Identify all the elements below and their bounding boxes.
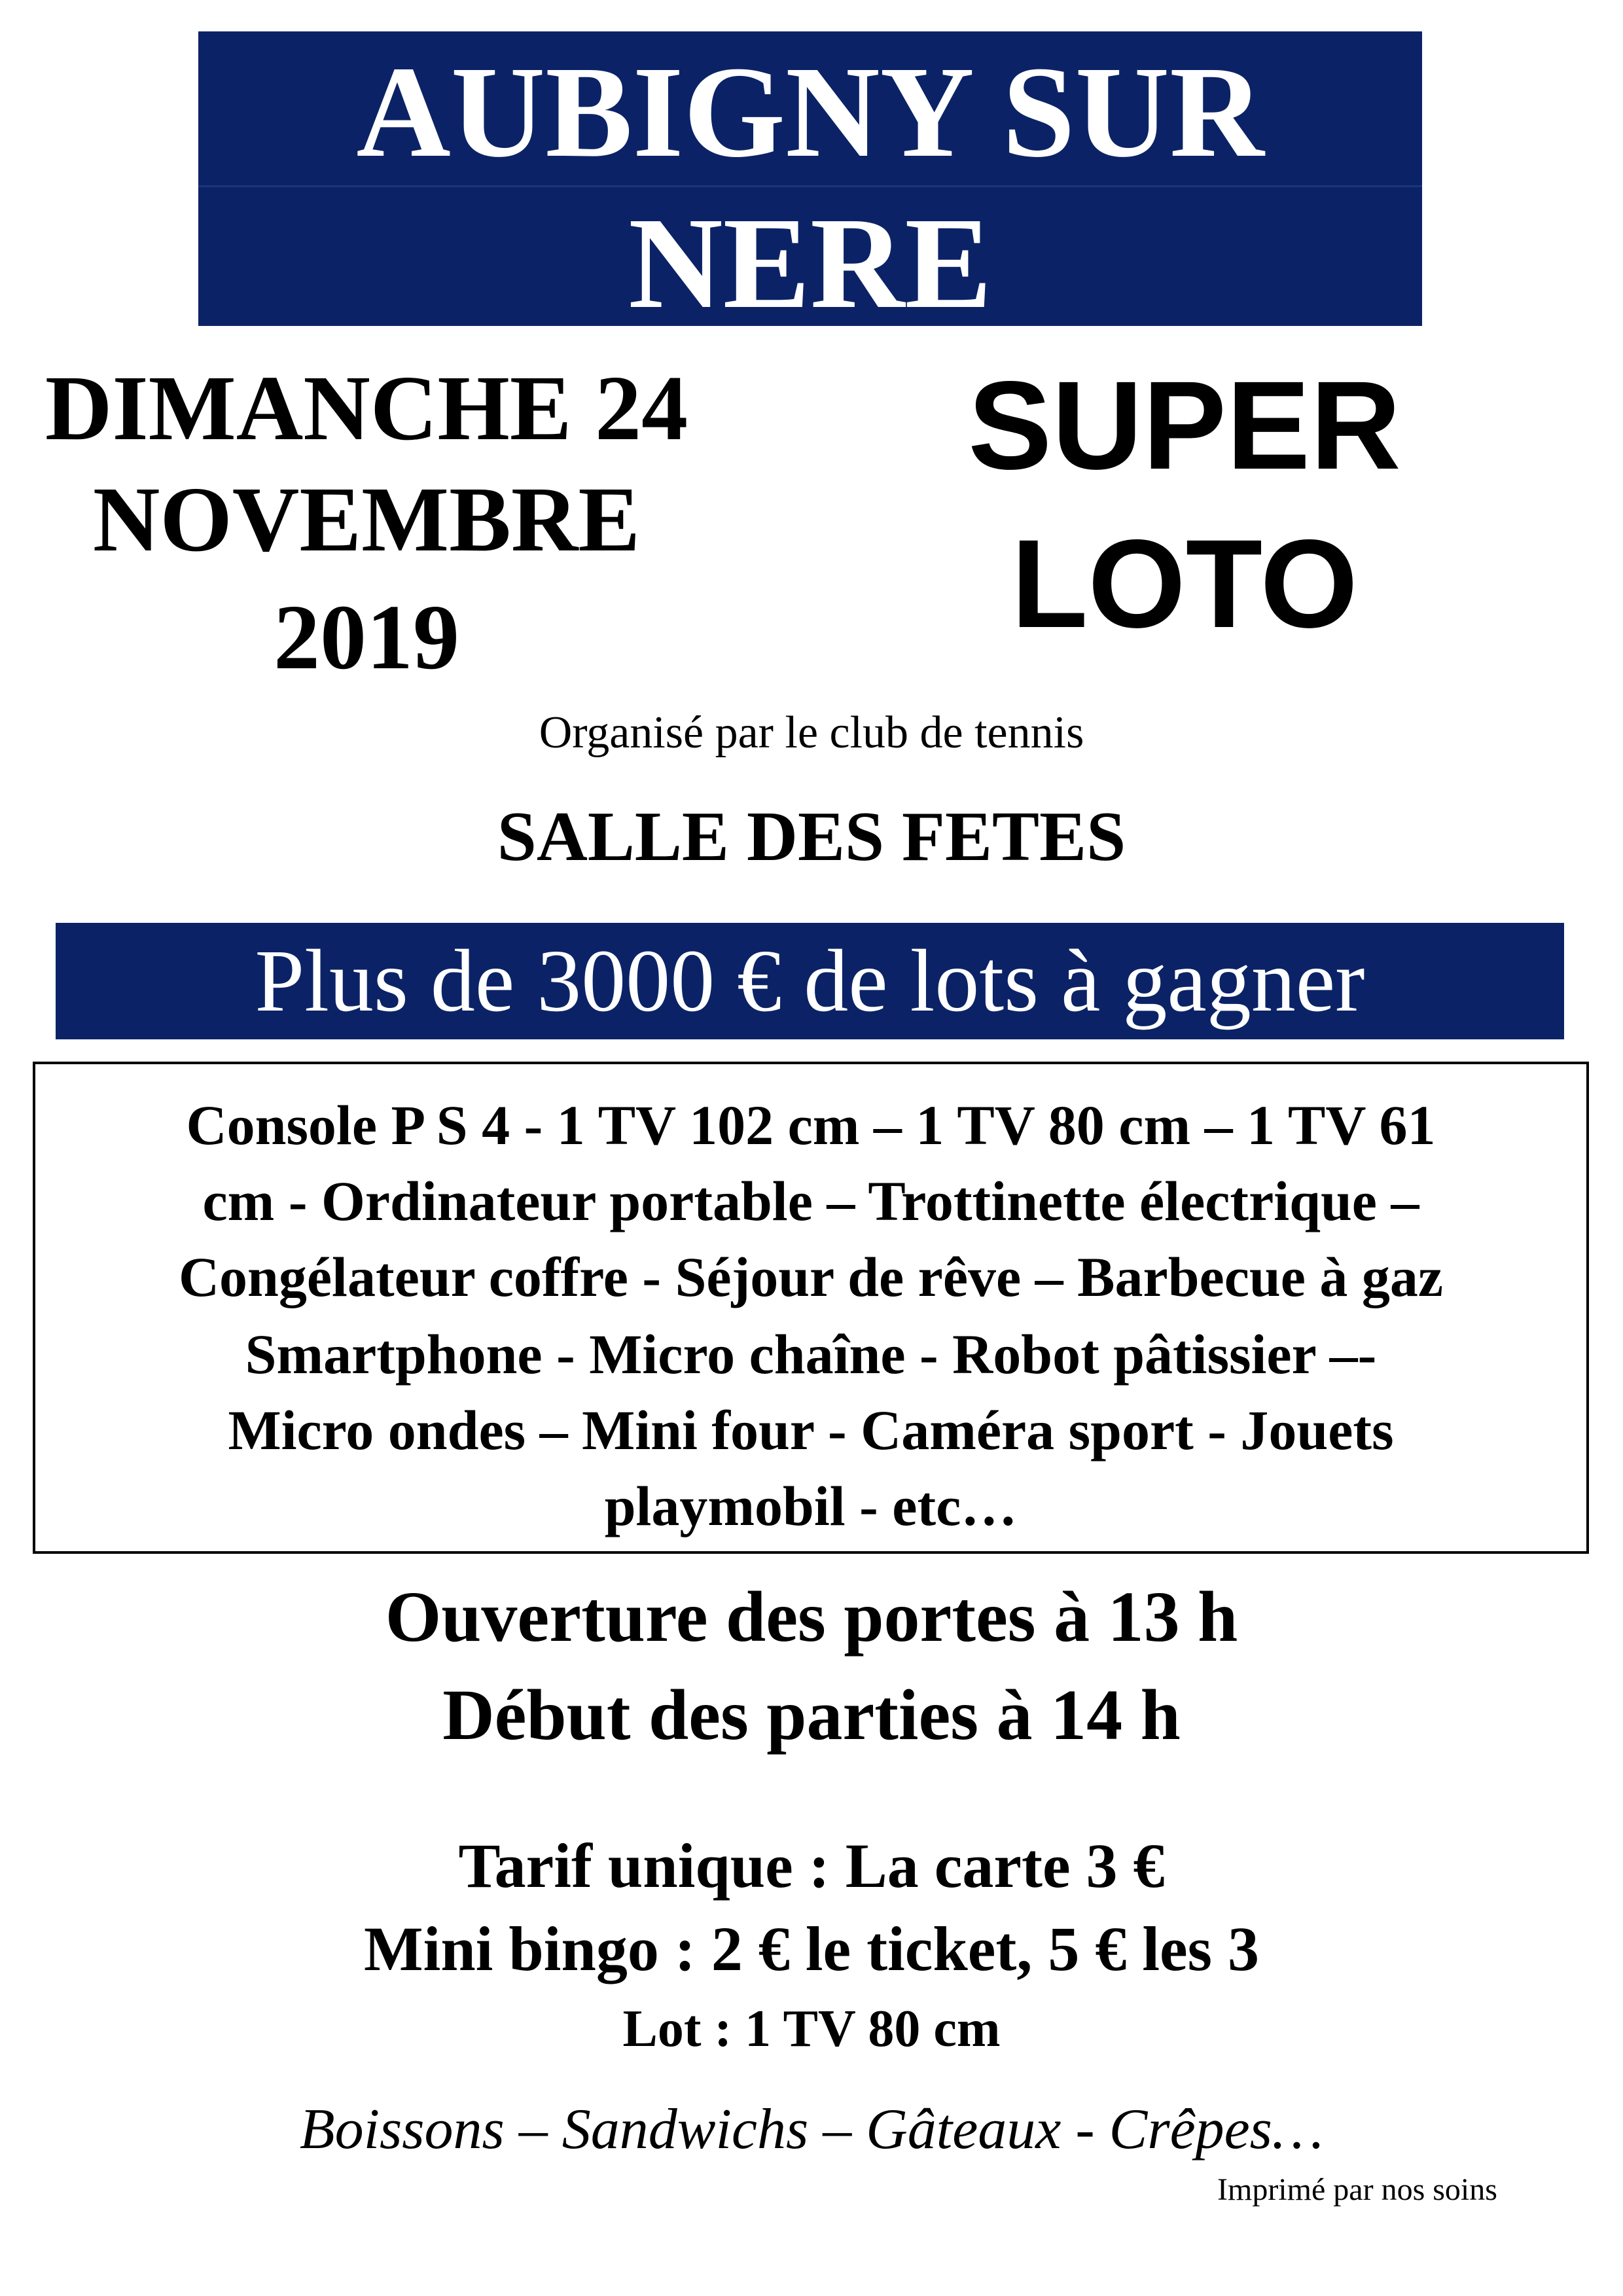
prizes-box <box>33 1062 1589 1554</box>
prize-line: Congélateur coffre - Séjour de rêve – Barbecue à gaz <box>178 1246 1444 1308</box>
prize-banner: Plus de 3000 € de lots à gagner <box>56 923 1564 1039</box>
prize-line: Micro ondes – Mini four - Caméra sport - Jouets <box>228 1399 1394 1462</box>
doors-opening-text: Ouverture des portes à 13 h <box>385 1577 1238 1657</box>
title-line-2: NERE <box>628 191 992 336</box>
event-line-loto: LOTO <box>1011 513 1358 654</box>
venue-text: SALLE DES FETES <box>497 798 1126 876</box>
prize-line: Console P S 4 - 1 TV 102 cm – 1 TV 80 cm – 1 TV 61 <box>186 1094 1436 1157</box>
date-line-3: 2019 <box>274 585 459 689</box>
title-divider <box>198 185 1422 187</box>
date-line-2: NOVEMBRE <box>92 467 641 571</box>
refreshments-text: Boissons – Sandwichs – Gâteaux - Crêpes… <box>299 2098 1324 2161</box>
title-banner <box>198 31 1422 336</box>
prize-line: cm - Ordinateur portable – Trottinette électrique – <box>202 1170 1419 1232</box>
organizer-text: Organisé par le club de tennis <box>539 708 1084 758</box>
prize-line: Smartphone - Micro chaîne - Robot pâtissier –- <box>245 1323 1377 1386</box>
printed-by-text: Imprimé par nos soins <box>1217 2172 1497 2207</box>
bingo-price-text: Mini bingo : 2 € le ticket, 5 € les 3 <box>364 1914 1259 1984</box>
event-line-super: SUPER <box>968 355 1401 495</box>
game-start-text: Début des parties à 14 h <box>442 1675 1181 1755</box>
title-line-1: AUBIGNY SUR <box>356 40 1264 185</box>
bingo-prize-text: Lot : 1 TV 80 cm <box>622 2000 1001 2058</box>
date-line-1: DIMANCHE 24 <box>45 356 688 459</box>
prize-line: playmobil - etc… <box>604 1475 1018 1537</box>
card-price-text: Tarif unique : La carte 3 € <box>458 1831 1165 1901</box>
